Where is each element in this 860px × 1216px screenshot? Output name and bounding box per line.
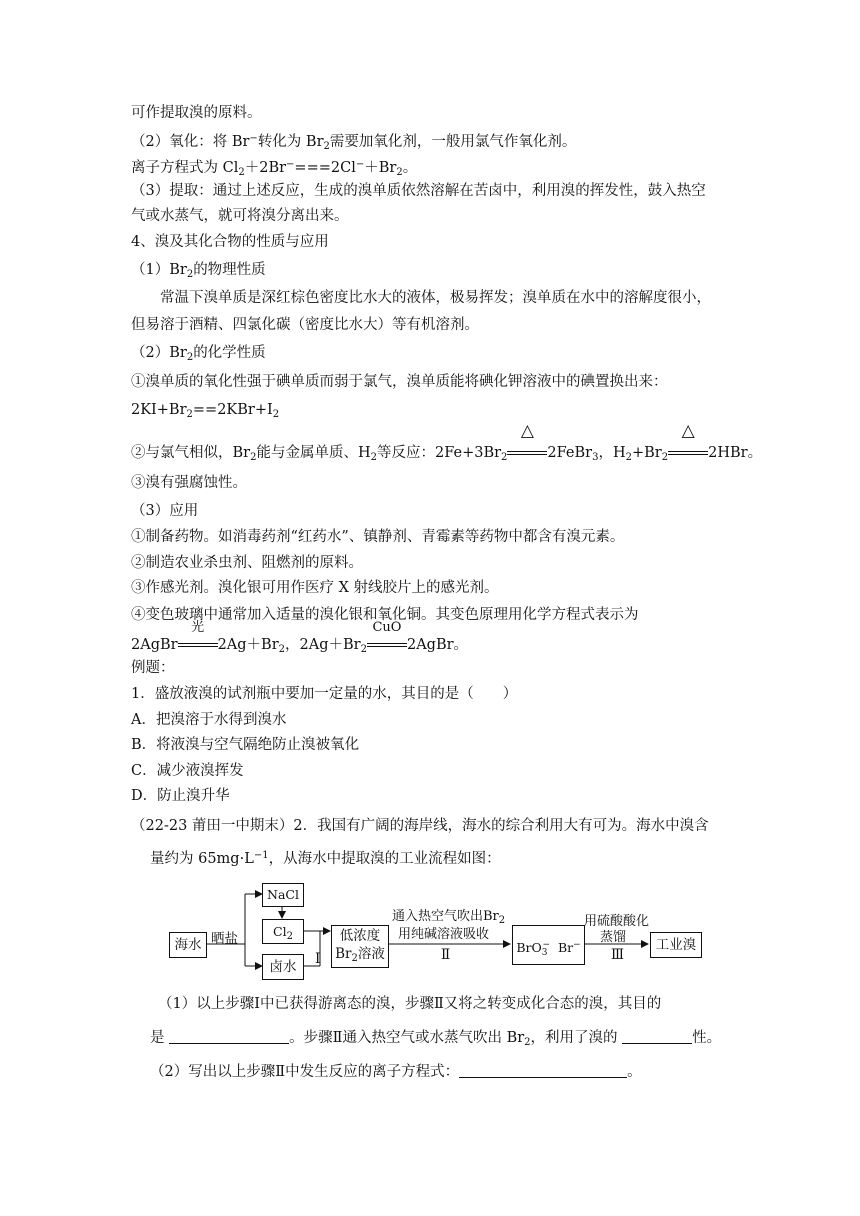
reaction-arrow-cuo: CuO [367,635,407,655]
acidify-label: 用硫酸酸化 [584,914,650,929]
text-line: 例题： [131,660,175,676]
option-a: A．把溴溶于水得到溴水 [131,712,287,728]
blow-out-label: 通入热空气吹出$Br_2$ [392,909,506,926]
step-2-label: Ⅱ [441,947,451,963]
subsection-heading: $(1)Br_2$的物理性质 [131,262,266,280]
text-line: 气或水蒸气，就可将溴分离出来。 [131,208,349,224]
text-line: ③作感光剂。溴化银可用作医疗 X 射线胶片上的感光剂。 [131,580,499,596]
option-d: D．防止溴升华 [131,788,230,804]
option-b: B．将液溴与空气隔绝防止溴被氧化 [131,737,360,753]
text-line: 离子方程式为 $Cl_2+2Br^-===2Cl^-+Br_2$。 [131,159,418,178]
subquestion-1: （1）以上步骤Ⅰ中已获得游离态的溴，步骤Ⅱ又将之转变成化合态的溴，其目的 [158,996,662,1012]
reaction-arrow-light: 光 [178,635,218,655]
equation-line: 2AgBr 光 $2Ag+Br_2$，$2Ag+Br_2$ CuO 2AgBr。 [131,620,469,655]
text-line: 可作提取溴的原料。 [131,105,262,121]
salt-label: 晒盐 [211,931,238,947]
reaction-arrow-heat: △ [507,443,547,463]
absorb-label: 用纯碱溶液吸收 [398,927,490,942]
chlorine-box: $Cl_2$ [262,919,304,944]
text-line: （3）提取：通过上述反应，生成的溴单质依然溶解在苦卤中，利用溴的挥发性，鼓入热空 [131,183,706,199]
equation-line: ②与氯气相似，$Br_2$能与金属单质、$H_2$等反应：$2Fe+3Br_2$ △ 2FeBr$_3$，$H_2+Br_2$ △ 2HBr。 [131,421,763,463]
bromate-bromide-box: BrO$_3$− Br− [512,925,585,965]
subsection-heading: $(2)Br_2$的化学性质 [131,345,266,363]
question-stem: （22-23 莆田一中期末）2．我国有广阔的海岸线，海水的综合利用大有可为。海水中溴含 [131,818,709,834]
subsection-heading: （3）应用 [131,503,199,519]
answer-blank[interactable] [459,1063,627,1078]
nacl-box: NaCl [262,883,304,907]
step-1-label: Ⅰ [315,951,321,967]
text-line: 常温下溴单质是深红棕色密度比水大的液体，极易挥发；溴单质在水中的溶解度很小， [160,290,711,306]
text-line: ①溴单质的氧化性强于碘单质而弱于氯气，溴单质能将碘化钾溶液中的碘置换出来： [131,374,668,390]
section-heading: 4、溴及其化合物的性质与应用 [131,234,329,250]
text-line: （2）氧化：将 Br−转化为 $Br_2$需要加氧化剂，一般用氯气作氧化剂。 [131,133,577,152]
text-line: 量约为 $65mg\cdot L^{-1}$，从海水中提取溴的工业流程如图： [150,850,501,867]
answer-blank[interactable] [622,1029,692,1044]
brine-box: 卤水 [262,954,304,980]
step-3-label: Ⅲ [611,947,625,963]
equation-line: $2KI+Br_2==2KBr+I_2$ [131,402,280,420]
low-concentration-box: 低浓度 $Br_2$溶液 [331,925,389,968]
reaction-arrow-heat: △ [668,443,708,463]
text-line: ②制造农业杀虫剂、阻燃剂的原料。 [131,555,363,571]
text-line: ④变色玻璃中通常加入适量的溴化银和氧化铜。其变色原理用化学方程式表示为 [131,607,639,623]
subquestion-1-cont: 是 。步骤Ⅱ通入热空气或水蒸气吹出 $Br_2$，利用了溴的 性。 [150,1030,722,1048]
option-c: C．减少液溴挥发 [131,763,244,779]
seawater-box: 海水 [169,932,207,958]
text-line: 但易溶于酒精、四氯化碳（密度比水大）等有机溶剂。 [131,317,479,333]
industrial-bromine-box: 工业溴 [650,932,702,958]
text-line: ③溴有强腐蚀性。 [131,475,247,491]
question-stem: 1．盛放液溴的试剂瓶中要加一定量的水，其目的是（ ） [131,686,518,702]
subquestion-2: （2）写出以上步骤Ⅱ中发生反应的离子方程式： 。 [150,1064,642,1080]
answer-blank[interactable] [169,1029,289,1044]
distill-label: 蒸馏 [600,930,627,945]
text-line: ①制备药物。如消毒药剂“红药水”、镇静剂、青霉素等药物中都含有溴元素。 [131,529,625,545]
